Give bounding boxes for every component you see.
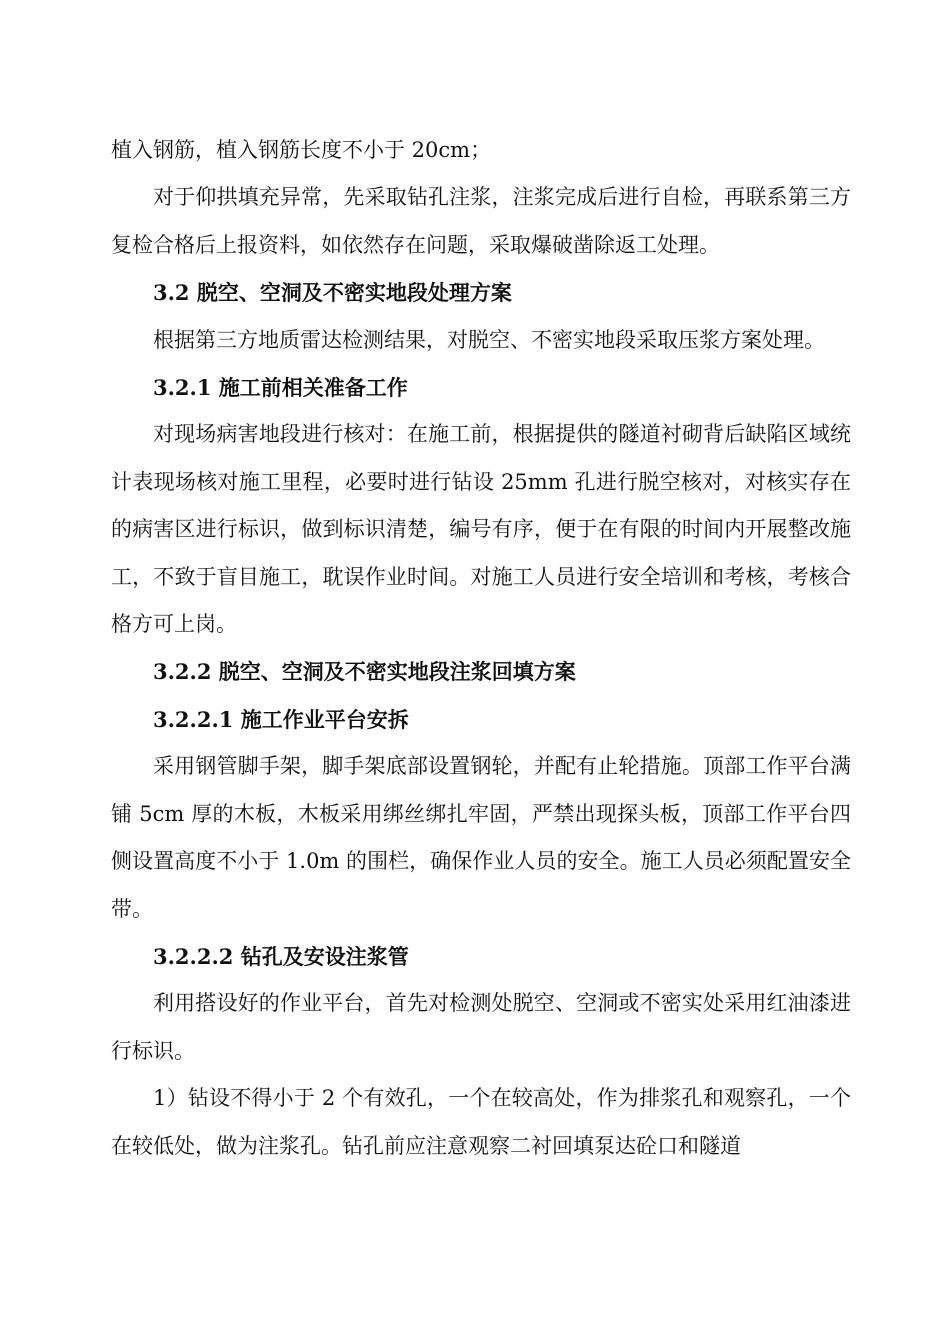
heading-3-2-2: 3.2.2 脱空、空洞及不密实地段注浆回填方案 xyxy=(153,659,576,685)
document-body xyxy=(111,127,851,1170)
paragraph-scaffold-platform: 采用钢管脚手架，脚手架底部设置钢轮，并配有止轮措施。顶部工作平台满铺 5cm 厚的木板，木板采用绑丝绑扎牢固，严禁出现探头板，顶部工作平台四侧设置高度不小于 1.0m 的围栏，确保作业人员的安全。施工人员必须配置安全带。 xyxy=(111,754,851,921)
paragraph-marking: 利用搭设好的作业平台，首先对检测处脱空、空洞或不密实处采用红油漆进行标识。 xyxy=(111,991,851,1063)
heading-3-2-1: 3.2.1 施工前相关准备工作 xyxy=(153,375,408,401)
paragraph-invert-fill-handling: 对于仰拱填充异常，先采取钻孔注浆，注浆完成后进行自检，再联系第三方复检合格后上报资料，如依然存在问题，采取爆破凿除返工处理。 xyxy=(111,185,851,257)
heading-3-2: 3.2 脱空、空洞及不密实地段处理方案 xyxy=(153,280,512,306)
heading-3-2-2-1: 3.2.2.1 施工作业平台安拆 xyxy=(153,706,409,732)
paragraph-continuation: 植入钢筋，植入钢筋长度不小于 20cm； xyxy=(111,138,492,162)
heading-3-2-2-2: 3.2.2.2 钻孔及安设注浆管 xyxy=(153,943,409,969)
paragraph-radar-result: 根据第三方地质雷达检测结果，对脱空、不密实地段采取压浆方案处理。 xyxy=(153,327,825,352)
paragraph-drilling-holes: 1）钻设不得小于 2 个有效孔，一个在较高处，作为排浆孔和观察孔，一个在较低处，做为注浆孔。钻孔前应注意观察二衬回填泵达砼口和隧道 xyxy=(111,1086,851,1158)
paragraph-site-verification: 对现场病害地段进行核对：在施工前，根据提供的隧道衬砌背后缺陷区域统计表现场核对施工里程，必要时进行钻设 25mm 孔进行脱空核对，对核实存在的病害区进行标识，做到标识清楚，编号有序，便于在有限的时间内开展整改施工，不致于盲目施工，耽误作业时间。对施工人员进行安全培训和考核，考核合格方可上岗。 xyxy=(111,422,851,637)
